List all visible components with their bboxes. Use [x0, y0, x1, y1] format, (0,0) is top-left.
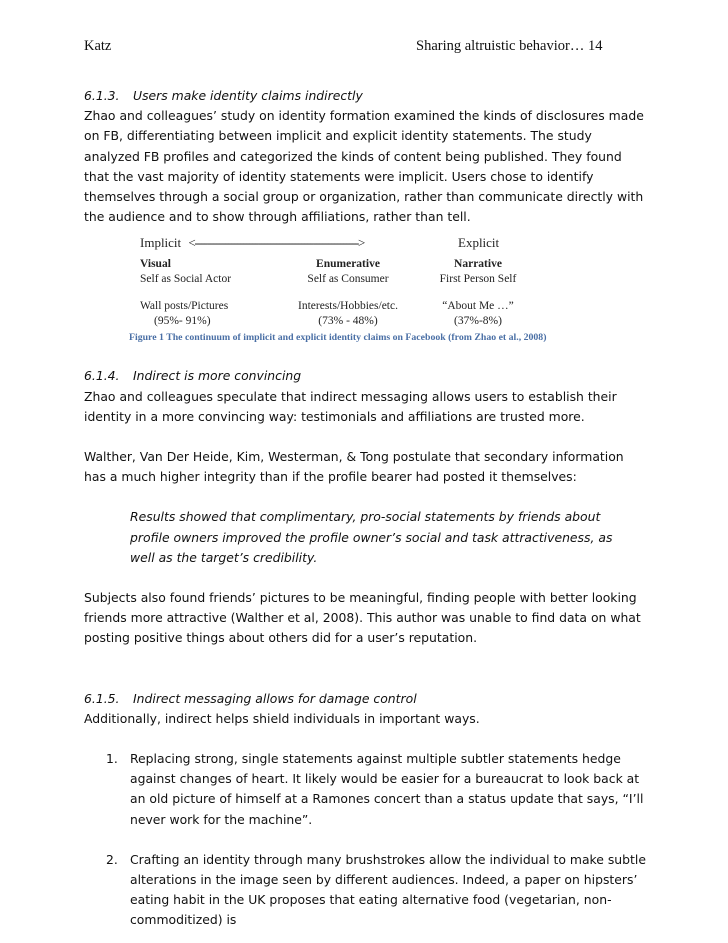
figure-identity-continuum — [84, 233, 646, 356]
figure-caption: Figure 1 The continuum of implicit and explicit identity claims on Facebook (from Zhao et al., 2008) — [129, 332, 547, 344]
paragraph: Subjects also found friends’ pictures to be meaningful, finding people with better looking friends more attractive (Walther et al, 2008). This author was unable to find data on what posting positive things about others did for a user’s reputation. — [84, 590, 641, 646]
paragraph: Zhao and colleagues’ study on identity formation examined the kinds of disclosures made on FB, differentiating between implicit and explicit identity statements. The study analyzed FB profiles and categorized the kinds of content being published. They found that the vast majority of identity statements were implicit. Users chose to identify themselves through a social group or organization, rather than communicate directly with the audience and to show through affiliations, rather than tell. — [84, 108, 644, 225]
document-body — [84, 86, 646, 931]
figure-column-narrative: Narrative First Person Self “About Me …” (37%-8%) — [439, 258, 517, 327]
section-heading-6-1-4: 6.1.4. Indirect is more convincing — [84, 368, 302, 384]
figure-column-enumerative: Enumerative Self as Consumer Interests/Hobbies/etc. (73% - 48%) — [298, 258, 398, 327]
list-item: 1. Replacing strong, single statements against multiple subtler statements hedge against changes of heart. It likely would be easier for a bureaucrat to look back at an old picture of himself at a Ramones concert than a status update that says, “I’ll never work for the machine”. — [106, 751, 644, 827]
list-item: 2. Crafting an identity through many brushstrokes allow the individual to make subtle alterations in the image seen by different audiences. Indeed, a paper on hipsters’ eating habit in the UK proposes that eating alternative food (vegetarian, non-commoditized) is — [106, 851, 646, 928]
numbered-list — [84, 749, 646, 931]
implicit-label: Implicit — [140, 235, 182, 251]
paragraph: Zhao and colleagues speculate that indirect messaging allows users to establish their identity in a more convincing way: testimonials and affiliations are trusted more. — [84, 388, 617, 424]
continuum-arrow: <------------------------------------------------------> — [188, 235, 365, 251]
header-author: Katz — [84, 38, 112, 54]
paragraph: Additionally, indirect helps shield individuals in important ways. — [84, 710, 480, 726]
section-heading-6-1-3: 6.1.3. Users make identity claims indirectly — [84, 88, 363, 103]
continuum-axis — [140, 233, 500, 253]
explicit-label: Explicit — [458, 235, 500, 251]
header-title-page: Sharing altruistic behavior… 14 — [416, 38, 603, 54]
section-heading-6-1-5: 6.1.5. Indirect messaging allows for damage control — [84, 690, 417, 706]
running-header — [84, 38, 644, 58]
block-quote: Results showed that complimentary, pro-social statements by friends about profile owners improved the profile owner’s social and task attractiveness, as well as the target’s credibility. — [130, 509, 613, 565]
paragraph: Walther, Van Der Heide, Kim, Westerman, & Tong postulate that secondary information has a much higher integrity than if the profile bearer had posted it themselves: — [84, 449, 624, 485]
figure-column-visual: Visual Self as Social Actor Wall posts/Pictures (95%- 91%) — [140, 258, 232, 327]
